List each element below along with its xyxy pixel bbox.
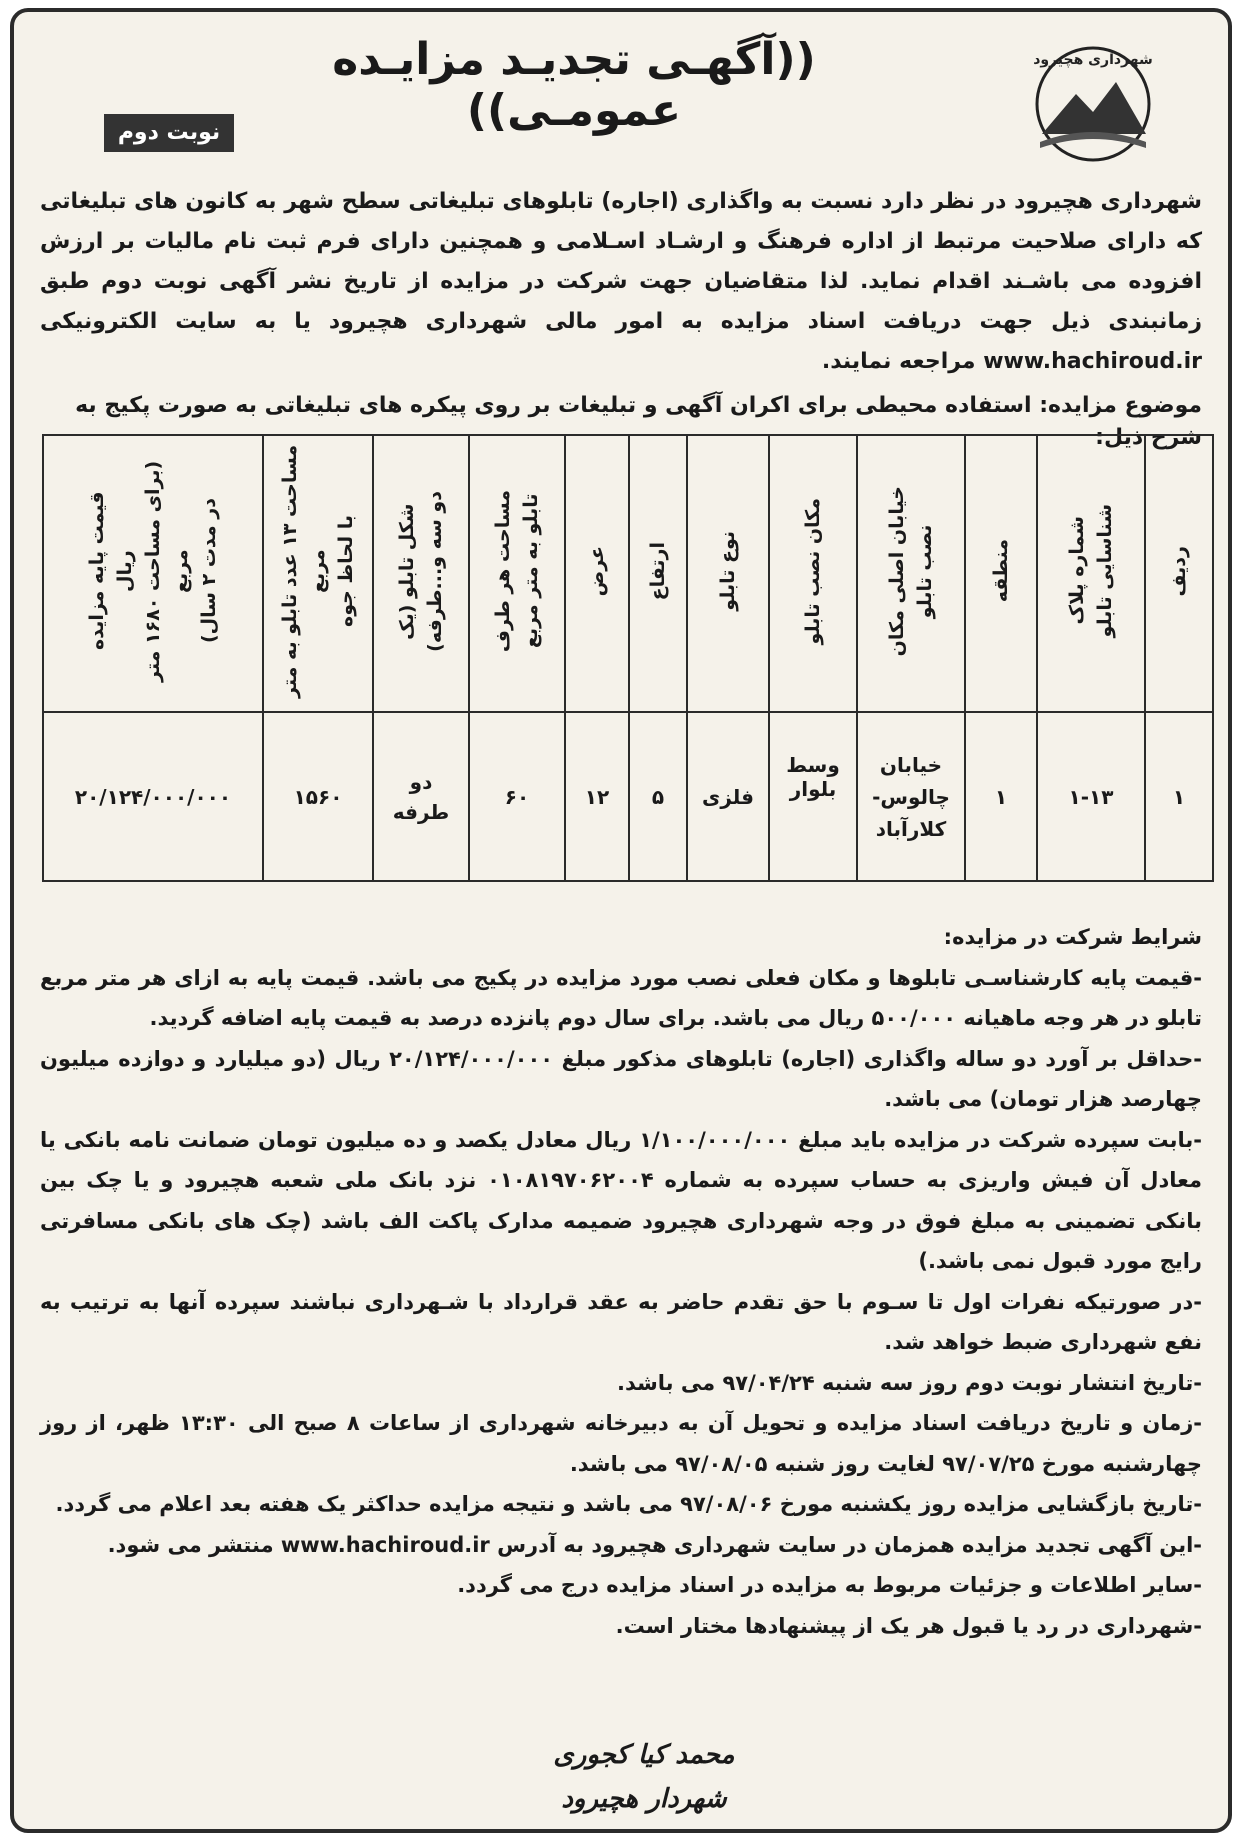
billboard-table <box>42 434 1214 882</box>
cell-plate-id: ۱-۱۳ <box>1037 712 1145 881</box>
col-header-area-per-side: مساحت هر طرف تابلو به متر مربع <box>469 435 565 712</box>
col-header-plate-id: شماره پلاک شناسایی تابلو <box>1037 435 1145 712</box>
cell-shape: دو طرفه <box>373 712 469 881</box>
conditions-heading: شرایط شرکت در مزایده: <box>943 925 1202 949</box>
cell-area-per-side: ۶۰ <box>469 712 565 881</box>
notice-page <box>10 8 1232 1833</box>
signatory-role: شهردار هچیرود <box>561 1784 727 1814</box>
cell-location: وسط بلوار <box>769 712 857 881</box>
condition-item: -شهرداری در رد یا قبول هر یک از پیشنهادها مختار است. <box>615 1613 1202 1638</box>
col-header-height: ارتفاع <box>629 435 687 712</box>
col-header-region: منطقه <box>965 435 1037 712</box>
condition-item: -تاریخ انتشار نوبت دوم روز سه شنبه ۹۷/۰۴/۲۴ می باشد. <box>617 1370 1202 1395</box>
municipality-logo <box>1018 42 1168 162</box>
col-header-total-area: مساحت ۱۳ عدد تابلو به متر مربع با لحاظ جوه <box>263 435 373 712</box>
notice-header <box>14 12 1228 157</box>
logo-text: شهرداری هچیرود <box>1033 52 1153 68</box>
cell-type: فلزی <box>687 712 769 881</box>
auction-subject: موضوع مزایده: استفاده محیطی برای اکران آگهی و تبلیغات بر روی پیکره های تبلیغاتی به صورت پکیج به شرح ذیل: <box>75 393 1202 450</box>
condition-item: -بابت سپرده شرکت در مزایده باید مبلغ ۱/۱۰۰/۰۰۰/۰۰۰ ریال معادل یکصد و ده میلیون تومان ضمانت نامه بانکی یا معادل آن فیش واریزی به حساب سپرده به شماره ۰۱۰۸۱۹۷۰۶۲۰۰۴ نزد بانک ملی شعبه هچیرود و یا چک بین بانکی تضمینی به مبلغ فوق در وجه شهرداری هچیرود ضمیمه مدارک پاکت الف باشد (چک های بانکی مسافرتی رایج مورد قبول نمی باشد.) <box>40 1127 1203 1273</box>
cell-height: ۵ <box>629 712 687 881</box>
condition-item: -این آگهی تجدید مزایده همزمان در سایت شهرداری هچیرود به آدرس www.hachiroud.ir منتشر می شود. <box>107 1532 1202 1557</box>
col-header-main-street: خیابان اصلی مکان نصب تابلو <box>857 435 965 712</box>
round-badge: نوبت دوم <box>104 114 234 152</box>
condition-item: -زمان و تاریخ دریافت اسناد مزایده و تحویل آن به دبیرخانه شهرداری از ساعات ۸ صبح الی ۱۳:۳۰ ظهر، از روز چهارشنبه مورخ ۹۷/۰۷/۲۵ لغایت روز شنبه ۹۷/۰۸/۰۵ می باشد. <box>40 1411 1203 1476</box>
col-header-type: نوع تابلو <box>687 435 769 712</box>
cell-total-area: ۱۵۶۰ <box>263 712 373 881</box>
cell-region: ۱ <box>965 712 1037 881</box>
table-row <box>43 712 1213 881</box>
col-header-width: عرض <box>565 435 629 712</box>
table-header-row <box>43 435 1213 712</box>
signatory-name: محمد کیا کجوری <box>553 1740 735 1770</box>
conditions-list <box>40 917 1202 1646</box>
cell-row-number: ۱ <box>1145 712 1213 881</box>
notice-title: ((آگهـی تجدیـد مزایـده عمومـی)) <box>332 34 816 136</box>
condition-item: -قیمت پایه کارشناسـی تابلوها و مکان فعلی نصب مورد مزایده در پکیج می باشد. قیمت پایه به ازای هر متر مربع تابلو در هر وجه ماهیانه ۵۰۰/۰۰۰ ریال می باشد. برای سال دوم پانزده درصد به قیمت پایه اضافه گردید. <box>40 965 1202 1030</box>
condition-item: -در صورتیکه نفرات اول تا سـوم با حق تقدم حاضر به عقد قرارداد با شـهرداری نباشند سپرده آنها به ترتیب به نفع شهرداری ضبط خواهد شد. <box>40 1289 1202 1354</box>
cell-width: ۱۲ <box>565 712 629 881</box>
intro-paragraph: شهرداری هچیرود در نظر دارد نسبت به واگذاری (اجاره) تابلوهای تبلیغاتی سطح شهر به کانون های تبلیغاتی که دارای صلاحیت مرتبط از اداره فرهنگ و ارشـاد اسـلامی و همچنین دارای فرم ثبت نام مالیات بر ارزش افزوده می باشـند اقدام نماید. لذا متقاضیان جهت شرکت در مزایده از تاریخ نشر آگهی نوبت دوم طبق زمانبندی ذیل جهت دریافت اسناد مزایده به امور مالی شهرداری هچیرود یا به سایت الکترونیکی www.hachiroud.ir مراجعه نمایند. <box>40 189 1202 374</box>
col-header-row-number: ردیف <box>1145 435 1213 712</box>
col-header-shape: شکل تابلو (یک دو سه و...طرفه) <box>373 435 469 712</box>
cell-main-street: خیابان چالوس- کلارآباد <box>857 712 965 881</box>
condition-item: -تاریخ بازگشایی مزایده روز یکشنبه مورخ ۹۷/۰۸/۰۶ می باشد و نتیجه مزایده حداکثر یک هفته بعد اعلام می گردد. <box>55 1492 1202 1516</box>
col-header-location: مکان نصب تابلو <box>769 435 857 712</box>
cell-base-price: ۲۰/۱۲۴/۰۰۰/۰۰۰ <box>43 712 263 881</box>
condition-item: -سایر اطلاعات و جزئیات مربوط به مزایده در اسناد مزایده درج می گردد. <box>457 1573 1202 1597</box>
col-header-base-price: قیمت پایه مزایده ریال (برای مساحت ۱۶۸۰ متر مربع در مدت ۲ سال) <box>43 435 263 712</box>
condition-item: -حداقل بر آورد دو ساله واگذاری (اجاره) تابلوهای مذکور مبلغ ۲۰/۱۲۴/۰۰۰/۰۰۰ ریال (دو میلیارد و دوازده میلیون چهارصد هزار تومان) می باشد. <box>40 1046 1203 1111</box>
